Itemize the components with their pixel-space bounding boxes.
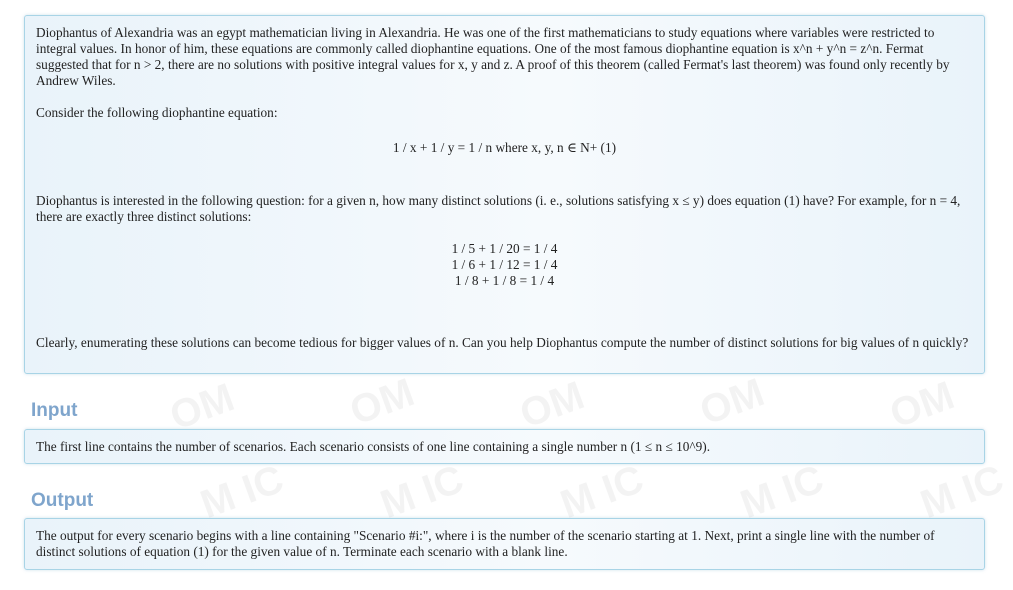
description-panel [24,15,985,374]
section-title-input: Input [31,400,78,421]
input-text: The first line contains the number of scenarios. Each scenario consists of one line containing a single number n (1 ≤ n ≤ 10^9). [36,439,711,454]
output-text: The output for every scenario begins with a line containing "Scenario #i:", where i is the number of the scenario starting at 1. Next, print a single line with the number of distinct solutions of equation (1) for the given value of n. Terminate each scenario with a blank line. [36,528,935,559]
example-solutions [36,241,973,289]
example-solution: 1 / 5 + 1 / 20 = 1 / 4 [451,241,558,256]
description-paragraph-1: Diophantus of Alexandria was an egypt mathematician living in Alexandria. He was one of the first mathematicians to study equations where variables were restricted to integral values. In honor of him, these equations are commonly called diophantine equations. One of the most famous diophantine equation is x^n + y^n = z^n. Fermat suggested that for n > 2, there are no solutions with positive integral values for x, y and z. A proof of this theorem (called Fermat's last theorem) was found only recently by Andrew Wiles. [36,25,950,88]
example-solution: 1 / 8 + 1 / 8 = 1 / 4 [454,273,555,288]
description-paragraph-4: Clearly, enumerating these solutions can become tedious for bigger values of n. Can you help Diophantus compute the number of distinct solutions for big values of n quickly? [36,335,969,350]
description-paragraph-3: Diophantus is interested in the following question: for a given n, how many distinct solutions (i. e., solutions satisfying x ≤ y) does equation (1) have? For example, for n = 4, there are exactly three distinct solutions: [36,193,961,224]
output-panel [24,518,985,570]
section-title-output: Output [31,490,94,511]
description-paragraph-2: Consider the following diophantine equation: [36,105,278,120]
equation-1: 1 / x + 1 / y = 1 / n where x, y, n ∈ N+ (1) [392,140,617,155]
example-solution: 1 / 6 + 1 / 12 = 1 / 4 [451,257,558,272]
input-panel [24,429,985,464]
